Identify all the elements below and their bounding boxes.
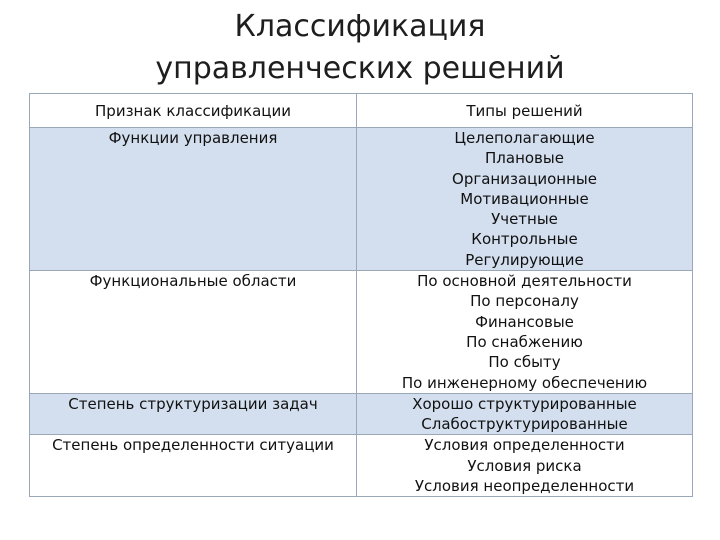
type-item: Условия определенности: [424, 436, 625, 455]
type-item: Мотивационные: [460, 189, 589, 208]
type-item: Организационные: [452, 169, 597, 188]
table-row: [30, 393, 693, 435]
type-item: Финансовые: [475, 312, 574, 331]
criterion-cell: [30, 393, 357, 435]
types-cell: [357, 393, 693, 435]
type-item: Хорошо структурированные: [412, 394, 637, 413]
title-line-2: управленческих решений: [155, 51, 565, 86]
header-types: Типы решений: [357, 94, 693, 128]
type-item: Плановые: [485, 149, 564, 168]
types-cell: [357, 128, 693, 271]
criterion-cell: [30, 128, 357, 271]
type-item: По инженерному обеспечению: [401, 373, 648, 392]
type-item: Слабоструктурированные: [421, 415, 628, 434]
criterion-label: Степень определенности ситуации: [52, 436, 334, 455]
type-item: Учетные: [491, 210, 558, 229]
type-item: Условия неопределенности: [414, 477, 635, 496]
type-item: По снабжению: [466, 332, 583, 351]
types-cell: [357, 435, 693, 497]
table-header-row: [30, 94, 693, 128]
criterion-cell: [30, 435, 357, 497]
table-row: [30, 128, 693, 271]
header-criterion: Признак классификации: [30, 94, 357, 128]
type-item: Условия риска: [467, 456, 582, 475]
slide-title: [0, 6, 720, 90]
type-item: По персоналу: [470, 292, 579, 311]
types-cell: [357, 271, 693, 394]
title-line-1: Классификация: [234, 9, 486, 44]
type-item: По основной деятельности: [417, 272, 632, 291]
table-row: [30, 435, 693, 497]
criterion-cell: [30, 271, 357, 394]
type-item: По сбыту: [488, 353, 561, 372]
type-item: Регулирующие: [465, 250, 584, 269]
type-item: Целеполагающие: [454, 129, 595, 147]
criterion-label: Функции управления: [108, 129, 278, 147]
criterion-label: Функциональные области: [89, 272, 297, 291]
table-row: [30, 271, 693, 394]
criterion-label: Степень структуризации задач: [68, 394, 318, 413]
type-item: Контрольные: [471, 230, 578, 249]
classification-table: [29, 93, 693, 497]
